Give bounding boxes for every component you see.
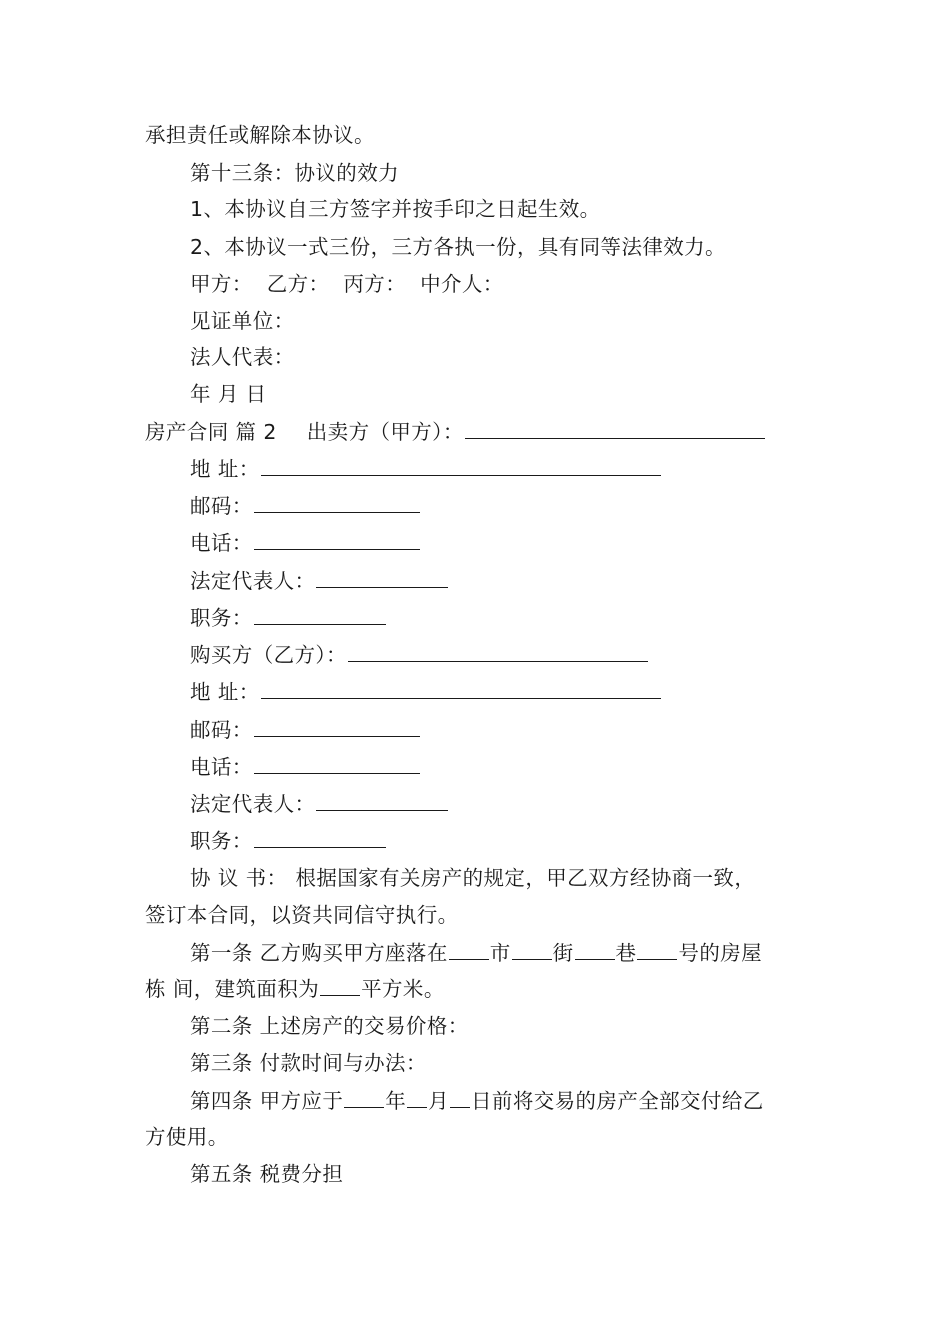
article-5-line — [190, 1160, 343, 1188]
text: 地 址： — [190, 457, 260, 481]
street-blank[interactable] — [512, 938, 552, 960]
seller-phone-blank[interactable] — [254, 528, 420, 550]
article-13-title — [190, 159, 399, 187]
seller-label: 出卖方（甲方）： — [306, 420, 464, 444]
agreement-line — [190, 864, 755, 892]
text: 根据国家有关房产的规定，甲乙双方经协商一致， — [295, 866, 756, 890]
buyer-address-blank[interactable] — [261, 677, 661, 699]
buyer-label: 购买方（乙方）： — [190, 643, 347, 667]
text: 年 月 日 — [190, 382, 267, 406]
seller-zip-blank[interactable] — [254, 491, 420, 513]
text: 法定代表人： — [190, 792, 316, 816]
seller-address-line — [190, 454, 662, 483]
seller-legal-person-line — [190, 566, 449, 595]
article-4-line-2 — [145, 1123, 229, 1151]
text: 第一条 乙方购买甲方座落在 — [190, 941, 448, 965]
text: 月 — [428, 1089, 450, 1113]
seller-position-blank[interactable] — [254, 603, 386, 625]
text: 第四条 甲方应于 — [190, 1089, 344, 1113]
buyer-phone-blank[interactable] — [254, 752, 420, 774]
text: 第三条 付款时间与办法： — [190, 1051, 427, 1075]
text: 邮码： — [190, 718, 253, 742]
text: 第十三条：协议的效力 — [190, 161, 399, 185]
article-1-line-2 — [145, 974, 445, 1003]
article-2-line — [190, 1012, 469, 1040]
text: 法定代表人： — [190, 569, 316, 593]
seller-phone-line — [190, 528, 421, 557]
text: 第二条 上述房产的交易价格： — [190, 1014, 469, 1038]
area-blank[interactable] — [320, 974, 360, 996]
year-blank[interactable] — [344, 1086, 384, 1108]
party-a-label: 甲方： — [190, 272, 253, 296]
buyer-blank[interactable] — [348, 640, 648, 662]
intermediary-label: 中介人： — [420, 272, 504, 296]
heading-text: 房产合同 篇 2 — [145, 420, 277, 444]
text: 年 — [385, 1089, 407, 1113]
text: 1、本协议自三方签字并按手印之日起生效。 — [190, 197, 601, 221]
buyer-legal-person-line — [190, 789, 449, 818]
text: 2、本协议一式三份，三方各执一份，具有同等法律效力。 — [190, 235, 726, 259]
seller-address-blank[interactable] — [261, 454, 661, 476]
text: 栋 间，建筑面积为 — [145, 977, 320, 1001]
date-line — [190, 380, 267, 408]
lane-blank[interactable] — [575, 938, 615, 960]
article-3-line — [190, 1049, 427, 1077]
buyer-zip-line — [190, 715, 421, 744]
text: 见证单位： — [190, 309, 295, 333]
party-c-label: 丙方： — [343, 272, 407, 296]
article-4-line — [190, 1086, 764, 1115]
text: 电话： — [190, 755, 253, 779]
legal-rep-line — [190, 343, 295, 371]
text: 邮码： — [190, 494, 253, 518]
buyer-position-blank[interactable] — [254, 826, 386, 848]
text: 街 — [552, 941, 574, 965]
text-line — [145, 121, 375, 149]
buyer-phone-line — [190, 752, 421, 781]
seller-position-line — [190, 603, 387, 632]
section-heading — [145, 417, 766, 446]
text: 日前将交易的房产全部交付给乙 — [471, 1089, 764, 1113]
seller-blank[interactable] — [465, 417, 765, 439]
month-blank[interactable] — [407, 1086, 427, 1108]
text: 地 址： — [190, 680, 260, 704]
buyer-zip-blank[interactable] — [254, 715, 420, 737]
text: 号的房屋 — [678, 941, 763, 965]
seller-zip-line — [190, 491, 421, 520]
buyer-line — [190, 640, 649, 669]
text: 法人代表： — [190, 345, 295, 369]
text: 第五条 税费分担 — [190, 1162, 344, 1186]
buyer-address-line — [190, 677, 662, 706]
seller-legal-person-blank[interactable] — [316, 566, 448, 588]
text: 职务： — [190, 606, 253, 630]
witness-line — [190, 307, 295, 335]
agreement-label: 协 议 书： — [190, 866, 288, 890]
signature-line — [190, 270, 504, 298]
text: 签订本合同，以资共同信守执行。 — [145, 903, 459, 927]
day-blank[interactable] — [450, 1086, 470, 1108]
text: 承担责任或解除本协议。 — [145, 123, 375, 147]
number-blank[interactable] — [637, 938, 677, 960]
article-1-line — [190, 938, 762, 967]
text: 方使用。 — [145, 1125, 229, 1149]
text: 职务： — [190, 829, 253, 853]
agreement-line-2 — [145, 901, 459, 929]
text-line — [190, 233, 726, 261]
text: 巷 — [615, 941, 637, 965]
buyer-position-line — [190, 826, 387, 855]
party-b-label: 乙方： — [266, 272, 330, 296]
text: 市 — [489, 941, 511, 965]
text: 电话： — [190, 531, 253, 555]
buyer-legal-person-blank[interactable] — [316, 789, 448, 811]
text: 平方米。 — [361, 977, 445, 1001]
text-line — [190, 195, 601, 223]
city-blank[interactable] — [449, 938, 489, 960]
